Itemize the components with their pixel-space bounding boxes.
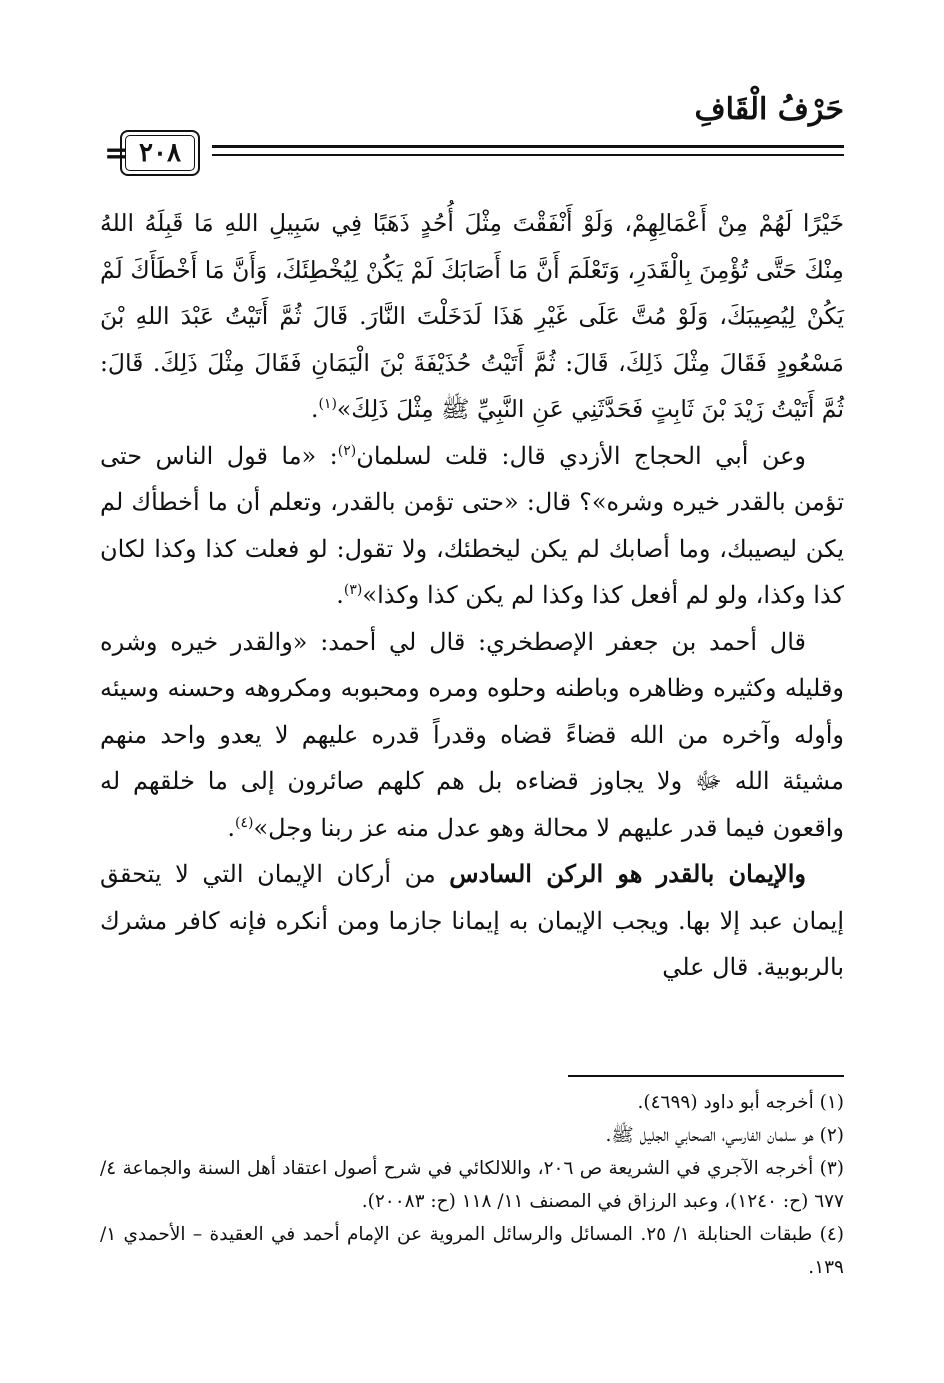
header-ornament: =: [104, 136, 130, 171]
footnote-ref-3: (٣): [343, 582, 363, 598]
main-text: [100, 200, 844, 991]
footnote-4: (٤) طبقات الحنابلة ١/ ٢٥. المسائل والرسائل المروية عن الإمام أحمد في العقيدة – الأحمدي ١/ ١٣٩.: [100, 1224, 844, 1278]
footnote-ref-4: (٤): [235, 814, 254, 831]
header-rule-bottom: [212, 154, 844, 156]
page-number: ٢٠٨: [120, 130, 200, 176]
footnotes: [100, 1086, 844, 1284]
paragraph-iman-qadar: والإيمان بالقدر هو الركن السادس من أركان الإيمان التي لا يتحقق إيمان عبد إلا بها. ويجب الإيمان به إيمانا جازما ومن أنكره فإنه كافر مشرك بالربوبية. قال علي: [100, 859, 844, 981]
footnote-2: (٢) هو سلمان الفارسي، الصحابي الجليل ﷺ.: [605, 1125, 844, 1146]
footnote-ref-1: (١): [318, 396, 337, 413]
footnote-1: (١) أخرجه أبو داود (٤٦٩٩).: [637, 1092, 844, 1113]
footnote-ref-2: (٢): [337, 442, 357, 459]
footnote-3: (٣) أخرجه الآجري في الشريعة ص ٢٠٦، واللالكائي في شرح أصول اعتقاد أهل السنة والجماعة ٤/ ٦٧٧ (ح: ١٢٤٠)، وعبد الرزاق في المصنف ١١/ ١١٨ (ح: ٢٠٠٨٣).: [100, 1158, 844, 1212]
bold-heading: والإيمان بالقدر هو الركن السادس: [449, 859, 806, 888]
header-rule-top: [212, 145, 844, 148]
paragraph-istakhri: قال أحمد بن جعفر الإصطخري: قال لي أحمد: «والقدر خيره وشره وقليله وكثيره وظاهره وباطنه وحلوه ومره ومحبوبه ومكروهه وحسنه وسيئه وأوله وآخره من الله قضاءً قضاه وقدراً قدره عليهم لا يعدو واحد منهم مشيئة الله ﷻ ولا يجاوز قضاءه بل هم كلهم صائرون إلى ما خلقهم له واقعون فيما قدر عليهم لا محالة وهو عدل منه عز ربنا وجل»$^{(٤)}$.: [100, 627, 844, 842]
footnote-separator: [568, 1075, 844, 1077]
paragraph-abu-hajjaj: وعن أبي الحجاج الأزدي قال: قلت لسلمان$^{(٢)}$: «ما قول الناس حتى تؤمن بالقدر خيره وشره»؟ قال: «حتى تؤمن بالقدر، وتعلم أن ما أخطأك لم يكن ليصيبك، وما أصابك لم يكن ليخطئك، ولا تقول: لو فعلت كذا وكذا لكان كذا وكذا، ولو لم أفعل كذا وكذا لم يكن كذا وكذا»$^{(٣)}$.: [100, 441, 844, 609]
chapter-title: حَرْفُ الْقَافِ: [694, 92, 844, 127]
hadith-paragraph: خَيْرًا لَهُمْ مِنْ أَعْمَالِهِمْ، وَلَوْ أَنْفَقْتَ مِثْلَ أُحُدٍ ذَهَبًا فِي سَبِيلِ اللهِ مَا قَبِلَهُ اللهُ مِنْكَ حَتَّى تُؤْمِنَ بِالْقَدَرِ، وَتَعْلَمَ أَنَّ مَا أَصَابَكَ لَمْ يَكُنْ لِيُخْطِئَكَ، وَأَنَّ مَا أَخْطَأَكَ لَمْ يَكُنْ لِيُصِيبَكَ، وَلَوْ مُتَّ عَلَى غَيْرِ هَذَا لَدَخَلْتَ النَّارَ. قَالَ ثُمَّ أَتَيْتُ عَبْدَ اللهِ بْنَ مَسْعُودٍ فَقَالَ مِثْلَ ذَلِكَ، قَالَ: ثُمَّ أَتَيْتُ حُذَيْفَةَ بْنَ الْيَمَانِ فَقَالَ مِثْلَ ذَلِكَ. قَالَ: ثُمَّ أَتَيْتُ زَيْدَ بْنَ ثَابِتٍ فَحَدَّثَنِي عَنِ النَّبِيِّ ﷺ مِثْلَ ذَلِكَ»$^{(١)}$.: [100, 209, 844, 423]
